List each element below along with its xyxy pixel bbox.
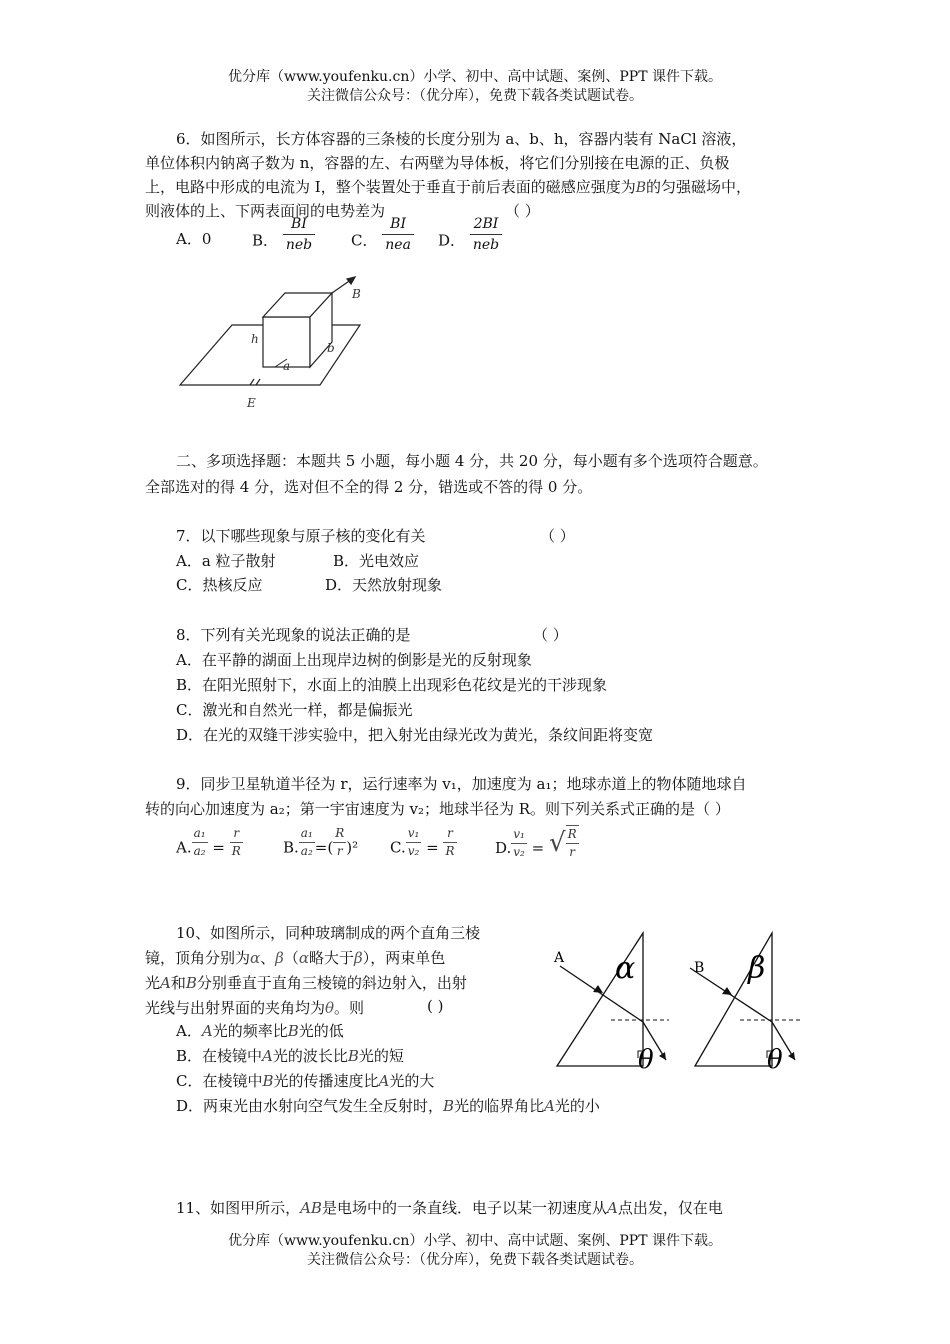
symbol-alpha: α — [298, 949, 309, 967]
q6-bracket: （ ） — [505, 202, 540, 220]
fraction-numerator: R — [333, 825, 346, 843]
text: A． — [176, 1022, 202, 1040]
q7-option-b: B．光电效应 — [333, 552, 420, 570]
footer-line-1: 优分库（www.youfenku.cn）小学、初中、高中试题、案例、PPT 课件下载。 — [227, 1233, 722, 1249]
q6-line-3-tail: 的匀强磁场中， — [646, 178, 752, 196]
fraction-denominator: nea — [385, 237, 411, 253]
q10-option-c — [176, 1070, 434, 1091]
fraction-numerator: v₁ — [406, 825, 422, 843]
q8-option-b: B．在阳光照射下，水面上的油膜上出现彩色花纹是光的干涉现象 — [176, 676, 608, 694]
q6-option-d-label: D． — [438, 231, 466, 250]
text: 是电场中的一条直线．电子以某一初速度从 — [321, 1199, 607, 1217]
fraction-numerator: BI — [283, 214, 315, 235]
fraction-numerator: a₁ — [299, 825, 315, 843]
sqrt-sign-icon: √ — [549, 828, 566, 858]
q6-option-a: A．0 — [176, 230, 212, 248]
fraction-denominator: a₂ — [300, 844, 313, 858]
symbol-A: A — [160, 974, 171, 992]
symbol-B: B — [185, 974, 197, 992]
q6-option-b — [252, 216, 315, 255]
q7-option-c: C．热核反应 — [176, 576, 263, 594]
symbol-B: B — [347, 1047, 359, 1065]
symbol-B: B — [287, 1022, 299, 1040]
q6-symbol-B: B — [635, 180, 646, 196]
fig-label-h: h — [251, 332, 259, 346]
text: 光的大 — [389, 1072, 435, 1090]
text: 光的传播速度比 — [273, 1072, 379, 1090]
symbol-A: A — [544, 1097, 555, 1115]
q6-option-d-fraction — [470, 214, 502, 255]
squared: ² — [352, 838, 359, 857]
symbol-B: B — [443, 1097, 455, 1115]
sqrt — [549, 825, 579, 861]
text: 分别垂直于直角三棱镜的斜边射入，出射 — [196, 974, 467, 992]
q10-line-1: 10、如图所示，同种玻璃制成的两个直角三棱 — [176, 924, 481, 942]
open-paren: =( — [314, 838, 334, 857]
fraction-numerator: r — [443, 825, 456, 843]
text: B．在棱镜中 — [176, 1047, 263, 1065]
q9-line-1: 9．同步卫星轨道半径为 r，运行速率为 v₁，加速度为 a₁；地球赤道上的物体随地球自 — [176, 775, 747, 793]
symbol-A: A — [262, 1047, 273, 1065]
q6-line-2: 单位体积内钠离子数为 n，容器的左、右两壁为导体板，将它们分别接在电源的正、负极 — [145, 154, 730, 172]
text: 11、如图甲所示， — [176, 1199, 301, 1217]
q9-option-a — [176, 826, 243, 860]
text: 略大于 — [309, 949, 355, 967]
fraction-numerator: 2BI — [470, 214, 502, 235]
section-2-line-1: 二、多项选择题：本题共 5 小题，每小题 4 分，共 20 分，每小题有多个选项符合题意。 — [176, 452, 768, 470]
q10-line-3 — [145, 972, 467, 993]
symbol-beta: β — [275, 949, 284, 967]
text: 光的临界角比 — [454, 1097, 545, 1115]
text: 点出发，仅在电 — [617, 1199, 723, 1217]
text: 镜，顶角分别为 — [145, 949, 251, 967]
q9-line-2: 转的向心加速度为 a₂；第一宇宙速度为 v₂；地球半径为 R。则下列关系式正确的是（ ） — [145, 800, 730, 818]
ray-B-arrowhead — [722, 987, 732, 995]
q11-line-1 — [176, 1197, 723, 1218]
text: ），两束单色 — [362, 949, 446, 967]
q9-option-d-label: D. — [495, 839, 512, 857]
footer-line-2: 关注微信公众号：（优分库），免费下载各类试题试卷。 — [307, 1252, 643, 1268]
fraction-numerator: r — [230, 825, 243, 843]
fraction-numerator: v₁ — [511, 826, 527, 844]
symbol-A: A — [378, 1072, 390, 1090]
text: 光的短 — [358, 1047, 404, 1065]
fraction-denominator: R — [445, 844, 455, 858]
fraction-denominator: v₂ — [407, 844, 420, 858]
text: 光的小 — [554, 1097, 600, 1115]
q7-bracket: （ ） — [540, 527, 575, 545]
fig-alpha: α — [615, 951, 636, 986]
q10-line-4 — [145, 997, 364, 1018]
q6-line-1: 6．如图所示，长方体容器的三条棱的长度分别为 a、b、h，容器内装有 NaCl 溶液， — [176, 130, 747, 148]
equals-sign: = — [426, 838, 439, 857]
close-paren: ) — [346, 838, 353, 857]
fraction-denominator: neb — [472, 237, 500, 253]
q9-option-b-label: B. — [283, 838, 299, 857]
text: 、 — [260, 949, 276, 967]
b-field-arrowhead — [347, 277, 355, 284]
q9-option-c — [390, 826, 457, 860]
fig-theta-A: θ — [638, 1045, 654, 1075]
q8-option-a: A．在平静的湖面上出现岸边树的倒影是光的反射现象 — [176, 651, 532, 669]
fig-label-B: B — [694, 960, 705, 976]
symbol-A: A — [606, 1199, 618, 1217]
equals-sign: = — [531, 839, 545, 857]
q7-option-a: A．a 粒子散射 — [176, 552, 276, 570]
fig-label-a: a — [283, 359, 291, 373]
q6-box-figure — [170, 270, 390, 415]
q6-option-c-label: C． — [351, 231, 378, 250]
q6-option-c-fraction — [382, 214, 414, 255]
fig-beta: β — [748, 951, 766, 986]
section-2-line-2: 全部选对的得 4 分，选对但不全的得 2 分，错选或不答的得 0 分。 — [145, 478, 593, 496]
text: 光的频率比 — [212, 1022, 288, 1040]
q6-line-3-text: 上，电路中形成的电流为 I，整个装置处于垂直于前后表面的磁感应强度为 — [145, 178, 636, 196]
fraction-denominator: neb — [285, 237, 313, 253]
text: 光 — [145, 974, 161, 992]
q8-stem: 8．下列有关光现象的说法正确的是 — [176, 626, 411, 644]
symbol-B: B — [262, 1072, 274, 1090]
symbol-A: A — [201, 1022, 213, 1040]
q8-option-d: D．在光的双缝干涉实验中，把入射光由绿光改为黄光，条纹间距将变宽 — [176, 726, 654, 744]
q10-bracket: ( ) — [427, 997, 444, 1015]
q6-option-d — [438, 216, 502, 255]
fraction-denominator: v₂ — [513, 844, 525, 859]
equals-sign: = — [212, 838, 225, 857]
symbol-beta: β — [354, 949, 363, 967]
q6-line-4: 则液体的上、下两表面间的电势差为 — [145, 202, 386, 220]
fig-label-E: E — [247, 396, 256, 410]
q10-option-a — [176, 1020, 344, 1041]
q6-option-b-label: B． — [252, 231, 279, 250]
symbol-AB: AB — [300, 1199, 322, 1217]
q6-option-c — [351, 216, 414, 255]
q8-bracket: （ ） — [533, 626, 568, 644]
fraction-numerator: BI — [382, 214, 414, 235]
text: 光的波长比 — [272, 1047, 348, 1065]
q10-option-b — [176, 1045, 404, 1066]
q9-option-c-label: C. — [390, 838, 406, 857]
q7-option-d: D．天然放射现象 — [325, 576, 443, 594]
fraction-denominator: R — [231, 844, 241, 858]
fraction-denominator: r — [336, 844, 343, 858]
fig-label-b: b — [327, 341, 335, 355]
text: 和 — [170, 974, 186, 992]
q10-option-d — [176, 1095, 600, 1116]
header-line-1: 优分库（www.youfenku.cn）小学、初中、高中试题、案例、PPT 课件下载。 — [227, 69, 722, 85]
fraction-denominator: a₂ — [193, 844, 206, 858]
q9-option-d — [495, 826, 579, 861]
q6-line-3 — [145, 176, 751, 197]
q7-stem: 7．以下哪些现象与原子核的变化有关 — [176, 527, 426, 545]
symbol-theta: θ — [325, 999, 335, 1017]
fig-label-B: B — [352, 287, 361, 301]
text: 光线与出射界面的夹角均为 — [145, 999, 326, 1017]
q8-option-c: C．激光和自然光一样，都是偏振光 — [176, 701, 413, 719]
fraction-numerator: a₁ — [192, 825, 208, 843]
q9-option-a-label: A. — [176, 838, 192, 857]
text: D．两束光由水射向空气发生全反射时， — [176, 1097, 444, 1115]
text: 。则 — [334, 999, 365, 1017]
fig-theta-B: θ — [767, 1045, 783, 1075]
fraction-denominator: r — [569, 845, 575, 859]
q6-option-b-fraction — [283, 214, 315, 255]
fraction-numerator: R — [566, 826, 579, 844]
q10-prism-figure — [545, 928, 810, 1076]
header-line-2: 关注微信公众号：（优分库），免费下载各类试题试卷。 — [307, 88, 643, 104]
symbol-alpha: α — [250, 949, 261, 967]
q10-line-2 — [145, 947, 445, 968]
text: 光的低 — [298, 1022, 344, 1040]
q9-option-b — [283, 826, 359, 860]
text: （ — [283, 949, 299, 967]
fig-label-A: A — [554, 950, 565, 966]
text: C．在棱镜中 — [176, 1072, 263, 1090]
